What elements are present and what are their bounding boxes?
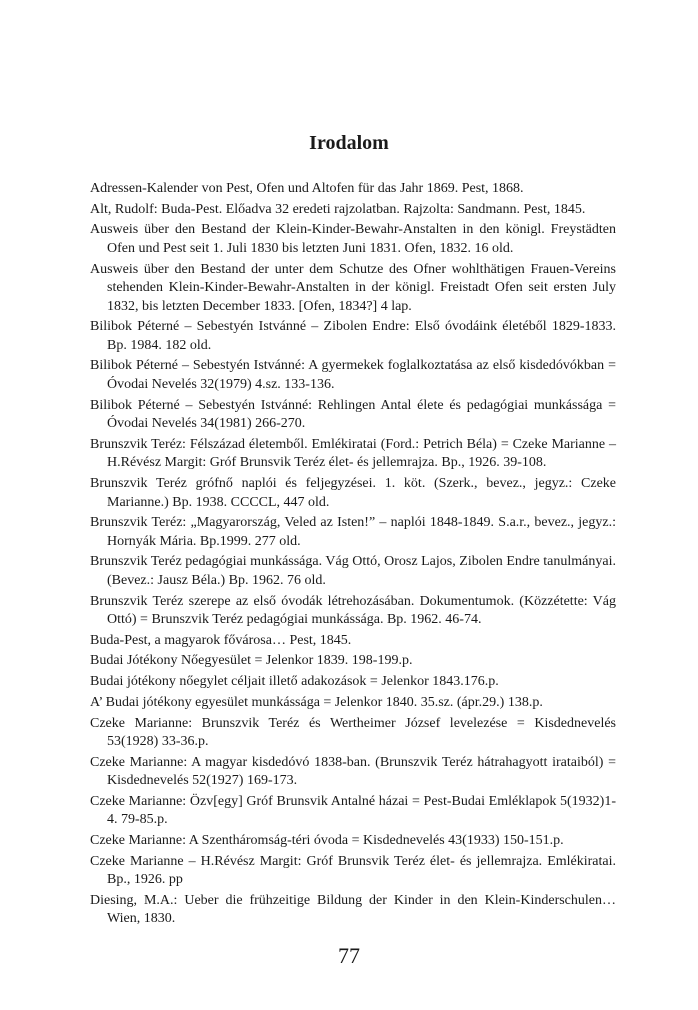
bibliography-entry: Brunszvik Teréz grófnő naplói és feljegyzései. 1. köt. (Szerk., bevez., jegyz.: Czeke Marianne.) Bp. 1938. CCCCL, 447 old. <box>90 476 616 510</box>
bibliography-entry: Czeke Marianne: A magyar kisdedóvó 1838-ban. (Brunszvik Teréz hátrahagyott irataiból) = Kisdednevelés 52(1927) 169-173. <box>90 754 616 789</box>
bibliography-entry: Budai Jótékony Nőegyesület = Jelenkor 1839. 198-199.p. <box>90 653 413 669</box>
bibliography-entry: Czeke Marianne – H.Révész Margit: Gróf Brunsvik Teréz élet- és jellemrajza. Emlékiratai. Bp., 1926. pp <box>90 853 616 888</box>
bibliography-entry: Alt, Rudolf: Buda-Pest. Előadva 32 eredeti rajzolatban. Rajzolta: Sandmann. Pest, 1845. <box>90 201 586 217</box>
bibliography-entry: Ausweis über den Bestand der Klein-Kinder-Bewahr-Anstalten in den königl. Freystädten Ofen und Pest seit 1. Juli 1830 bis letzten Juni 1831. Ofen, 1832. 16 old. <box>90 222 616 256</box>
bibliography-entry: Budai jótékony nőegylet céljait illető adakozások = Jelenkor 1843.176.p. <box>90 674 499 690</box>
page-number: 77 <box>338 943 360 968</box>
bibliography-entry: Brunszvik Teréz: „Magyarország, Veled az Isten!” – naplói 1848-1849. S.a.r., bevez., jegyz.: Hornyák Mária. Bp.1999. 277 old. <box>90 515 616 549</box>
bibliography-entry: Bilibok Péterné – Sebestyén Istvánné: Rehlingen Antal élete és pedagógiai munkássága = Óvodai Nevelés 34(1981) 266-270. <box>90 397 616 432</box>
bibliography-entry: Czeke Marianne: Özv[egy] Gróf Brunsvik Antalné házai = Pest-Budai Emléklapok 5(1932)1-4. 79-85.p. <box>90 793 616 828</box>
bibliography-entry: Czeke Marianne: A Szentháromság-téri óvoda = Kisdednevelés 43(1933) 150-151.p. <box>90 833 564 849</box>
bibliography-list <box>90 180 616 931</box>
bibliography-entry: Brunszvik Teréz szerepe az első óvodák létrehozásában. Dokumentumok. (Közzétette: Vág Ottó) = Brunszvik Teréz pedagógiai munkássága. Bp. 1962. 46-74. <box>90 593 616 628</box>
bibliography-entry: Czeke Marianne: Brunszvik Teréz és Wertheimer József levelezése = Kisdednevelés 53(1928) 33-36.p. <box>90 715 616 749</box>
bibliography-entry: Bilibok Péterné – Sebestyén Istvánné: A gyermekek foglalkoztatása az első kisdedóvókban = Óvodai Nevelés 32(1979) 4.sz. 133-136. <box>90 358 616 392</box>
page-title: Irodalom <box>309 132 389 154</box>
bibliography-entry: Diesing, M.A.: Ueber die frühzeitige Bildung der Kinder in den Klein-Kinderschulen… Wien, 1830. <box>90 892 616 927</box>
bibliography-entry: Adressen-Kalender von Pest, Ofen und Altofen für das Jahr 1869. Pest, 1868. <box>90 181 524 196</box>
bibliography-entry: Buda-Pest, a magyarok fővárosa… Pest, 1845. <box>90 632 352 648</box>
bibliography-entry: Ausweis über den Bestand der unter dem Schutze des Ofner wohlthätigen Frauen-Vereins stehenden Klein-Kinder-Bewahr-Anstalten in der königl. Freistadt Ofen seit ersten July 1832, bis letzten December 1833. [Ofen, 1834?] 4 lap. <box>90 261 616 314</box>
bibliography-entry: Brunszvik Teréz: Félszázad életemből. Emlékiratai (Ford.: Petrich Béla) = Czeke Marianne – H.Révész Margit: Gróf Brunsvik Teréz élet- és jellemrajza. Bp., 1926. 39-108. <box>90 436 616 471</box>
bibliography-entry: Bilibok Péterné – Sebestyén Istvánné – Zibolen Endre: Első óvodáink életéből 1829-1833. Bp. 1984. 182 old. <box>90 319 616 353</box>
bibliography-entry: Brunszvik Teréz pedagógiai munkássága. Vág Ottó, Orosz Lajos, Zibolen Endre tanulmányai. (Bevez.: Jausz Béla.) Bp. 1962. 76 old. <box>90 554 616 588</box>
bibliography-entry: A’ Budai jótékony egyesület munkássága = Jelenkor 1840. 35.sz. (ápr.29.) 138.p. <box>90 694 543 710</box>
